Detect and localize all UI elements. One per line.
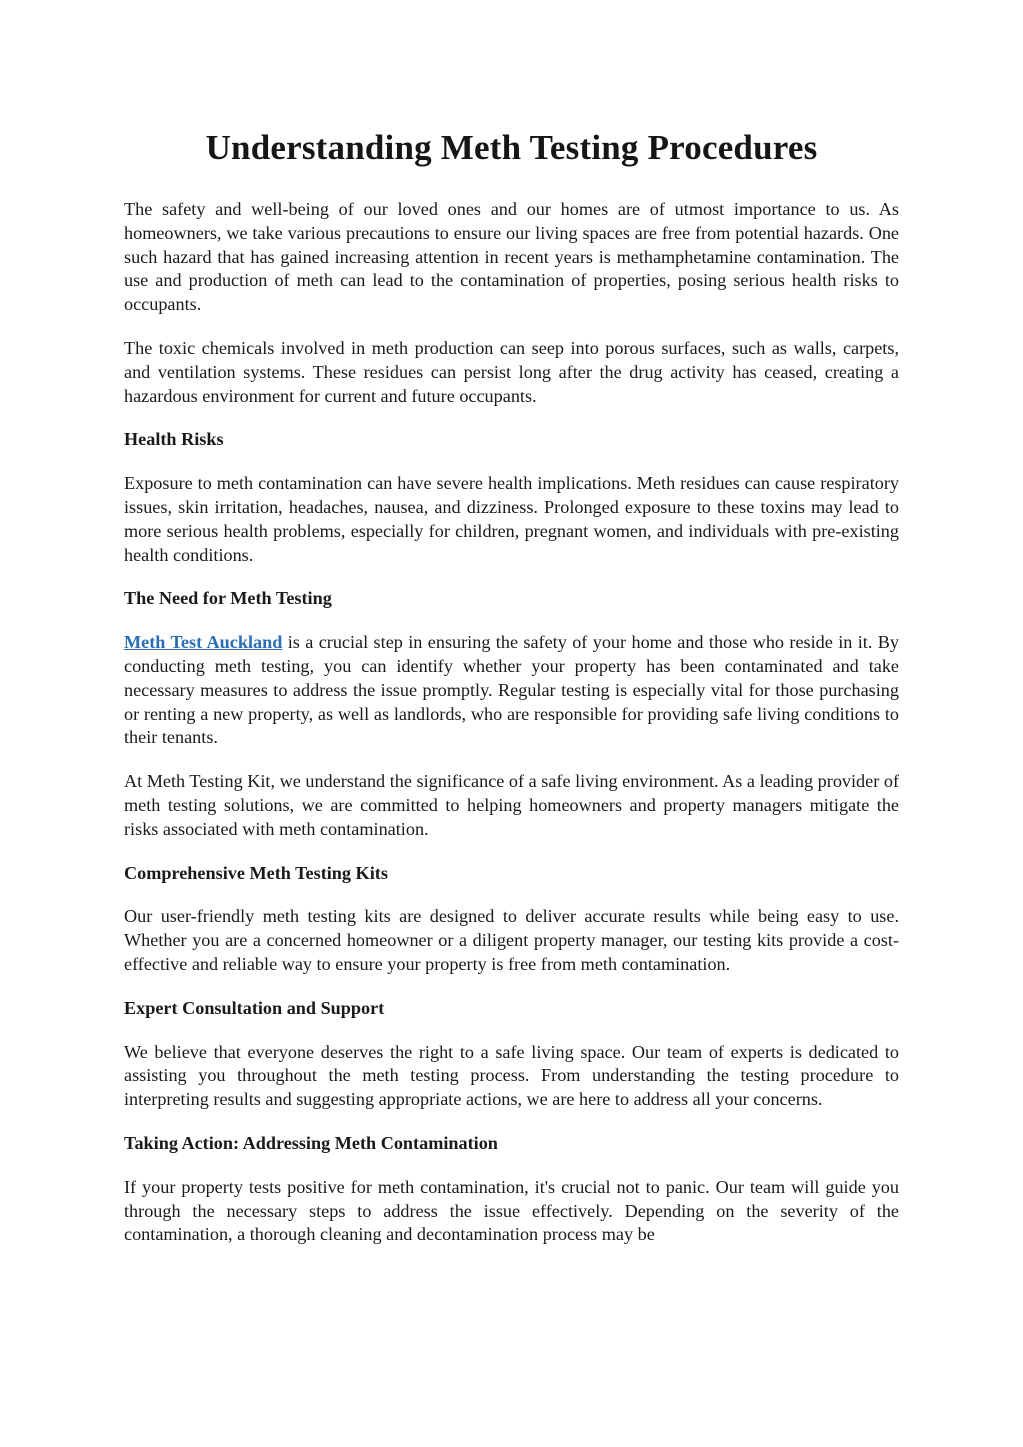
document-page xyxy=(124,118,899,1267)
paragraph-taking-action: If your property tests positive for meth contamination, it's crucial not to panic. Our team will guide you through the necessary steps to address the issue effectively. Depending on the severity of the contamination, a thorough cleaning and decontamination process may be xyxy=(124,1176,899,1245)
heading-testing-kits: Comprehensive Meth Testing Kits xyxy=(124,862,388,883)
heading-expert-consultation: Expert Consultation and Support xyxy=(124,997,385,1018)
paragraph-meth-testing-kit: At Meth Testing Kit, we understand the significance of a safe living environment. As a leading provider of meth testing solutions, we are committed to helping homeowners and property managers mitigate the risks associated with meth contamination. xyxy=(124,771,899,839)
heading-health-risks: Health Risks xyxy=(124,429,224,450)
paragraph-intro: The safety and well-being of our loved ones and our homes are of utmost importance to us. As homeowners, we take various precautions to ensure our living spaces are free from potential hazards. One such hazard that has gained increasing attention in recent years is methamphetamine contamination. The use and production of meth can lead to the contamination of properties, posing serious health risks to occupants. xyxy=(124,199,899,315)
page-title: Understanding Meth Testing Procedures xyxy=(205,128,818,167)
heading-taking-action: Taking Action: Addressing Meth Contamination xyxy=(124,1132,498,1153)
paragraph-health-risks: Exposure to meth contamination can have severe health implications. Meth residues can cause respiratory issues, skin irritation, headaches, nausea, and dizziness. Prolonged exposure to these toxins may lead to more serious health problems, especially for children, pregnant women, and individuals with pre-existing health conditions. xyxy=(124,473,899,565)
paragraph-testing-kits: Our user-friendly meth testing kits are designed to deliver accurate results while being easy to use. Whether you are a concerned homeowner or a diligent property manager, our testing kits provide a cost-effective and reliable way to ensure your property is free from meth contamination. xyxy=(124,906,899,974)
paragraph-need-for-testing xyxy=(124,631,899,750)
paragraph-toxic-chemicals: The toxic chemicals involved in meth production can seep into porous surfaces, such as walls, carpets, and ventilation systems. These residues can persist long after the drug activity has ceased, creating a hazardous environment for current and future occupants. xyxy=(124,337,899,406)
meth-test-auckland-link[interactable]: Meth Test Auckland xyxy=(124,632,283,653)
paragraph-need-for-testing-text: is a crucial step in ensuring the safety of your home and those who reside in it. By conducting meth testing, you can identify whether your property has been contaminated and take necessary measures to address the issue promptly. Regular testing is especially vital for those purchasing or renting a new property, as well as landlords, who are responsible for providing safe living conditions to their tenants. xyxy=(124,632,899,748)
paragraph-expert-consultation: We believe that everyone deserves the right to a safe living space. Our team of experts is dedicated to assisting you throughout the meth testing process. From understanding the testing procedure to interpreting results and suggesting appropriate actions, we are here to address all your concerns. xyxy=(124,1041,899,1110)
heading-need-for-testing: The Need for Meth Testing xyxy=(124,588,332,609)
